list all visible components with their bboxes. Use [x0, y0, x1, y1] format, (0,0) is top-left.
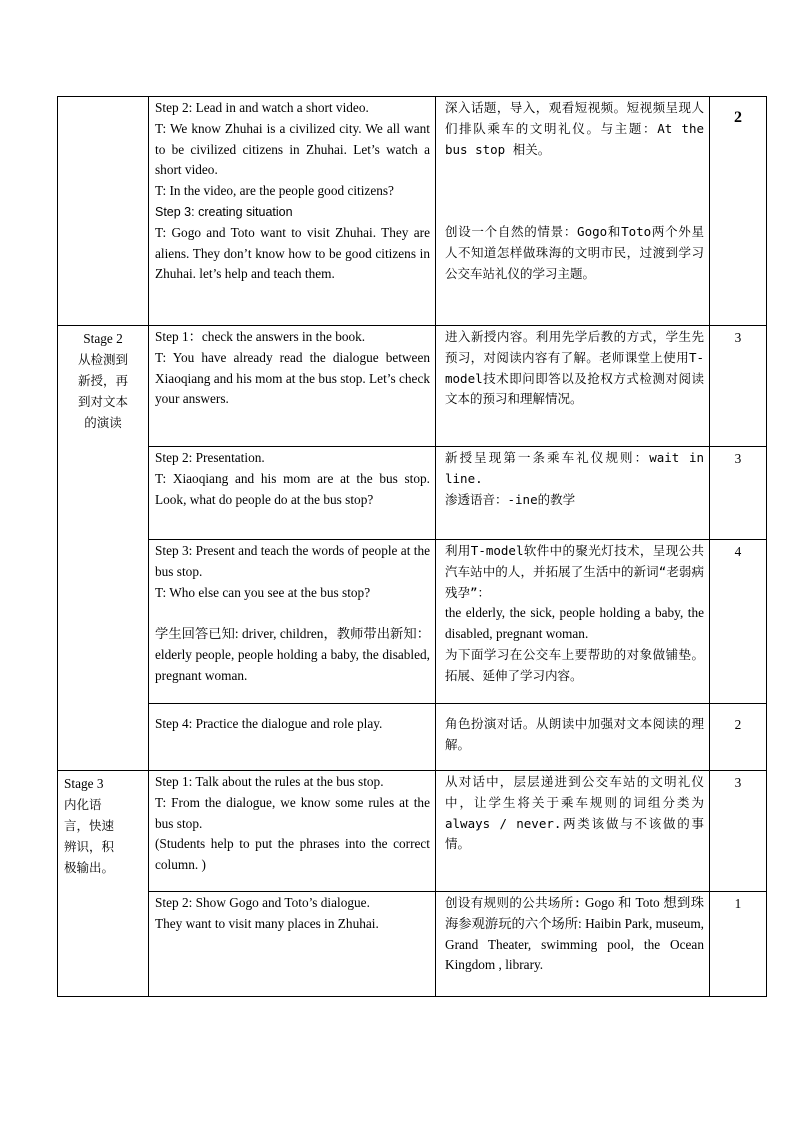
purpose-cell [436, 704, 710, 771]
stage-cell [58, 97, 149, 326]
purpose-cell [436, 771, 710, 892]
table-row [58, 540, 767, 704]
purpose-text: 利用T-model软件中的聚光灯技术，呈现公共汽车站中的人，并拓展了生活中的新词“老弱病残孕”： [445, 543, 704, 600]
procedure-cell [149, 704, 436, 771]
stage-description: 内化语 [64, 797, 102, 812]
purpose-text: the elderly, the sick, people holding a baby, the disabled, pregnant woman. [445, 605, 704, 642]
step-heading: Step 1: Talk about the rules at the bus stop. [155, 774, 384, 789]
stage-cell [58, 326, 149, 771]
table-row [58, 892, 767, 997]
stage-description: 言，快速 [64, 818, 115, 833]
procedure-cell [149, 97, 436, 326]
stage-cell [58, 771, 149, 997]
purpose-text: 创设一个自然的情景：Gogo和Toto两个外星人不知道怎样做珠海的文明市民，过渡到学习公交车站礼仪的学习主题。 [445, 224, 704, 281]
purpose-text: 创设有规则的公共场所: Gogo 和 Toto 想到珠海参观游玩的六个场所: Haibin Park, museum, Grand Theater, swimming pool, the Ocean Kingdom , library. [445, 895, 704, 973]
table-row [58, 704, 767, 771]
purpose-cell [436, 540, 710, 704]
step-heading: Step 2: Presentation. [155, 450, 265, 465]
table-row [58, 326, 767, 447]
procedure-cell [149, 540, 436, 704]
step-heading: Step 1：check the answers in the book. [155, 329, 366, 344]
step-text: T: From the dialogue, we know some rules at the bus stop. [155, 794, 430, 831]
stage-label: Stage 2 [83, 331, 123, 346]
step-heading: Step 3: Present and teach the words of people at the bus stop. [155, 543, 430, 579]
purpose-cell [436, 97, 710, 326]
purpose-cell [436, 892, 710, 997]
table-row [58, 97, 767, 326]
minutes-cell: 1 [710, 892, 767, 997]
minutes-cell: 4 [710, 540, 767, 704]
stage-label: Stage 3 [64, 776, 104, 791]
step-text: (Students help to put the phrases into the correct column. ) [155, 836, 430, 873]
minutes-cell: 3 [710, 771, 767, 892]
procedure-cell [149, 326, 436, 447]
stage-description: 到对文本 [77, 394, 128, 409]
step-text: T: In the video, are the people good citizens? [155, 183, 394, 199]
minutes-cell: 2 [710, 97, 767, 326]
purpose-cell [436, 326, 710, 447]
step-text: T: We know Zhuhai is a civilized city. We all want to be civilized citizens in Zhuhai. Let’s watch a short video. [155, 120, 430, 178]
step-heading: Step 3: creating situation [155, 204, 293, 219]
step-text: They want to visit many places in Zhuhai. [155, 915, 379, 931]
step-heading: Step 2: Lead in and watch a short video. [155, 100, 369, 115]
minutes-cell: 2 [710, 704, 767, 771]
purpose-text: 从对话中，层层递进到公交车站的文明礼仪中，让学生将关于乘车规则的词组分类为always / never.两类该做与不该做的事情。 [445, 774, 704, 852]
stage-description: 新授，再 [77, 373, 128, 388]
purpose-text: 深入话题，导入，观看短视频。短视频呈现人们排队乘车的文明礼仪。与主题：At the bus stop 相关。 [445, 100, 704, 157]
step-heading: Step 4: Practice the dialogue and role play. [155, 716, 383, 731]
minutes-cell: 3 [710, 447, 767, 540]
step-text: 学生回答已知: driver, children，教师带出新知： elderly people, people holding a baby, the disabled, pregnant woman. [155, 626, 430, 683]
procedure-cell [149, 892, 436, 997]
purpose-text: 角色扮演对话。从朗读中加强对文本阅读的理解。 [445, 716, 704, 752]
stage-description: 辨识，积 [64, 839, 115, 854]
stage-description: 从检测到 [77, 352, 128, 367]
procedure-cell [149, 447, 436, 540]
purpose-text: 为下面学习在公交车上要帮助的对象做铺垫。拓展、延伸了学习内容。 [445, 646, 704, 683]
stage-description: 的演读 [84, 415, 122, 430]
step-text: T: Xiaoqiang and his mom are at the bus stop. Look, what do people do at the bus stop? [155, 470, 430, 507]
step-text: T: You have already read the dialogue between Xiaoqiang and his mom at the bus stop. Let’s check your answers. [155, 349, 430, 407]
table-row [58, 447, 767, 540]
step-text: T: Who else can you see at the bus stop? [155, 584, 371, 600]
purpose-cell [436, 447, 710, 540]
table-row [58, 771, 767, 892]
lesson-plan-table [57, 96, 767, 997]
purpose-text: 渗透语音：-ine的教学 [445, 491, 576, 507]
stage-description: 极输出。 [64, 860, 115, 875]
step-text: T: Gogo and Toto want to visit Zhuhai. They are aliens. They don’t know how to be good citizens in Zhuhai. let’s help and teach them. [155, 224, 430, 282]
purpose-text: 进入新授内容。利用先学后教的方式，学生先预习，对阅读内容有了解。老师课堂上使用T-model技术即问即答以及抢权方式检测对阅读文本的预习和理解情况。 [445, 329, 704, 407]
purpose-text: 新授呈现第一条乘车礼仪规则：wait in line. [445, 450, 704, 486]
step-heading: Step 2: Show Gogo and Toto’s dialogue. [155, 895, 370, 910]
minutes-cell: 3 [710, 326, 767, 447]
procedure-cell [149, 771, 436, 892]
